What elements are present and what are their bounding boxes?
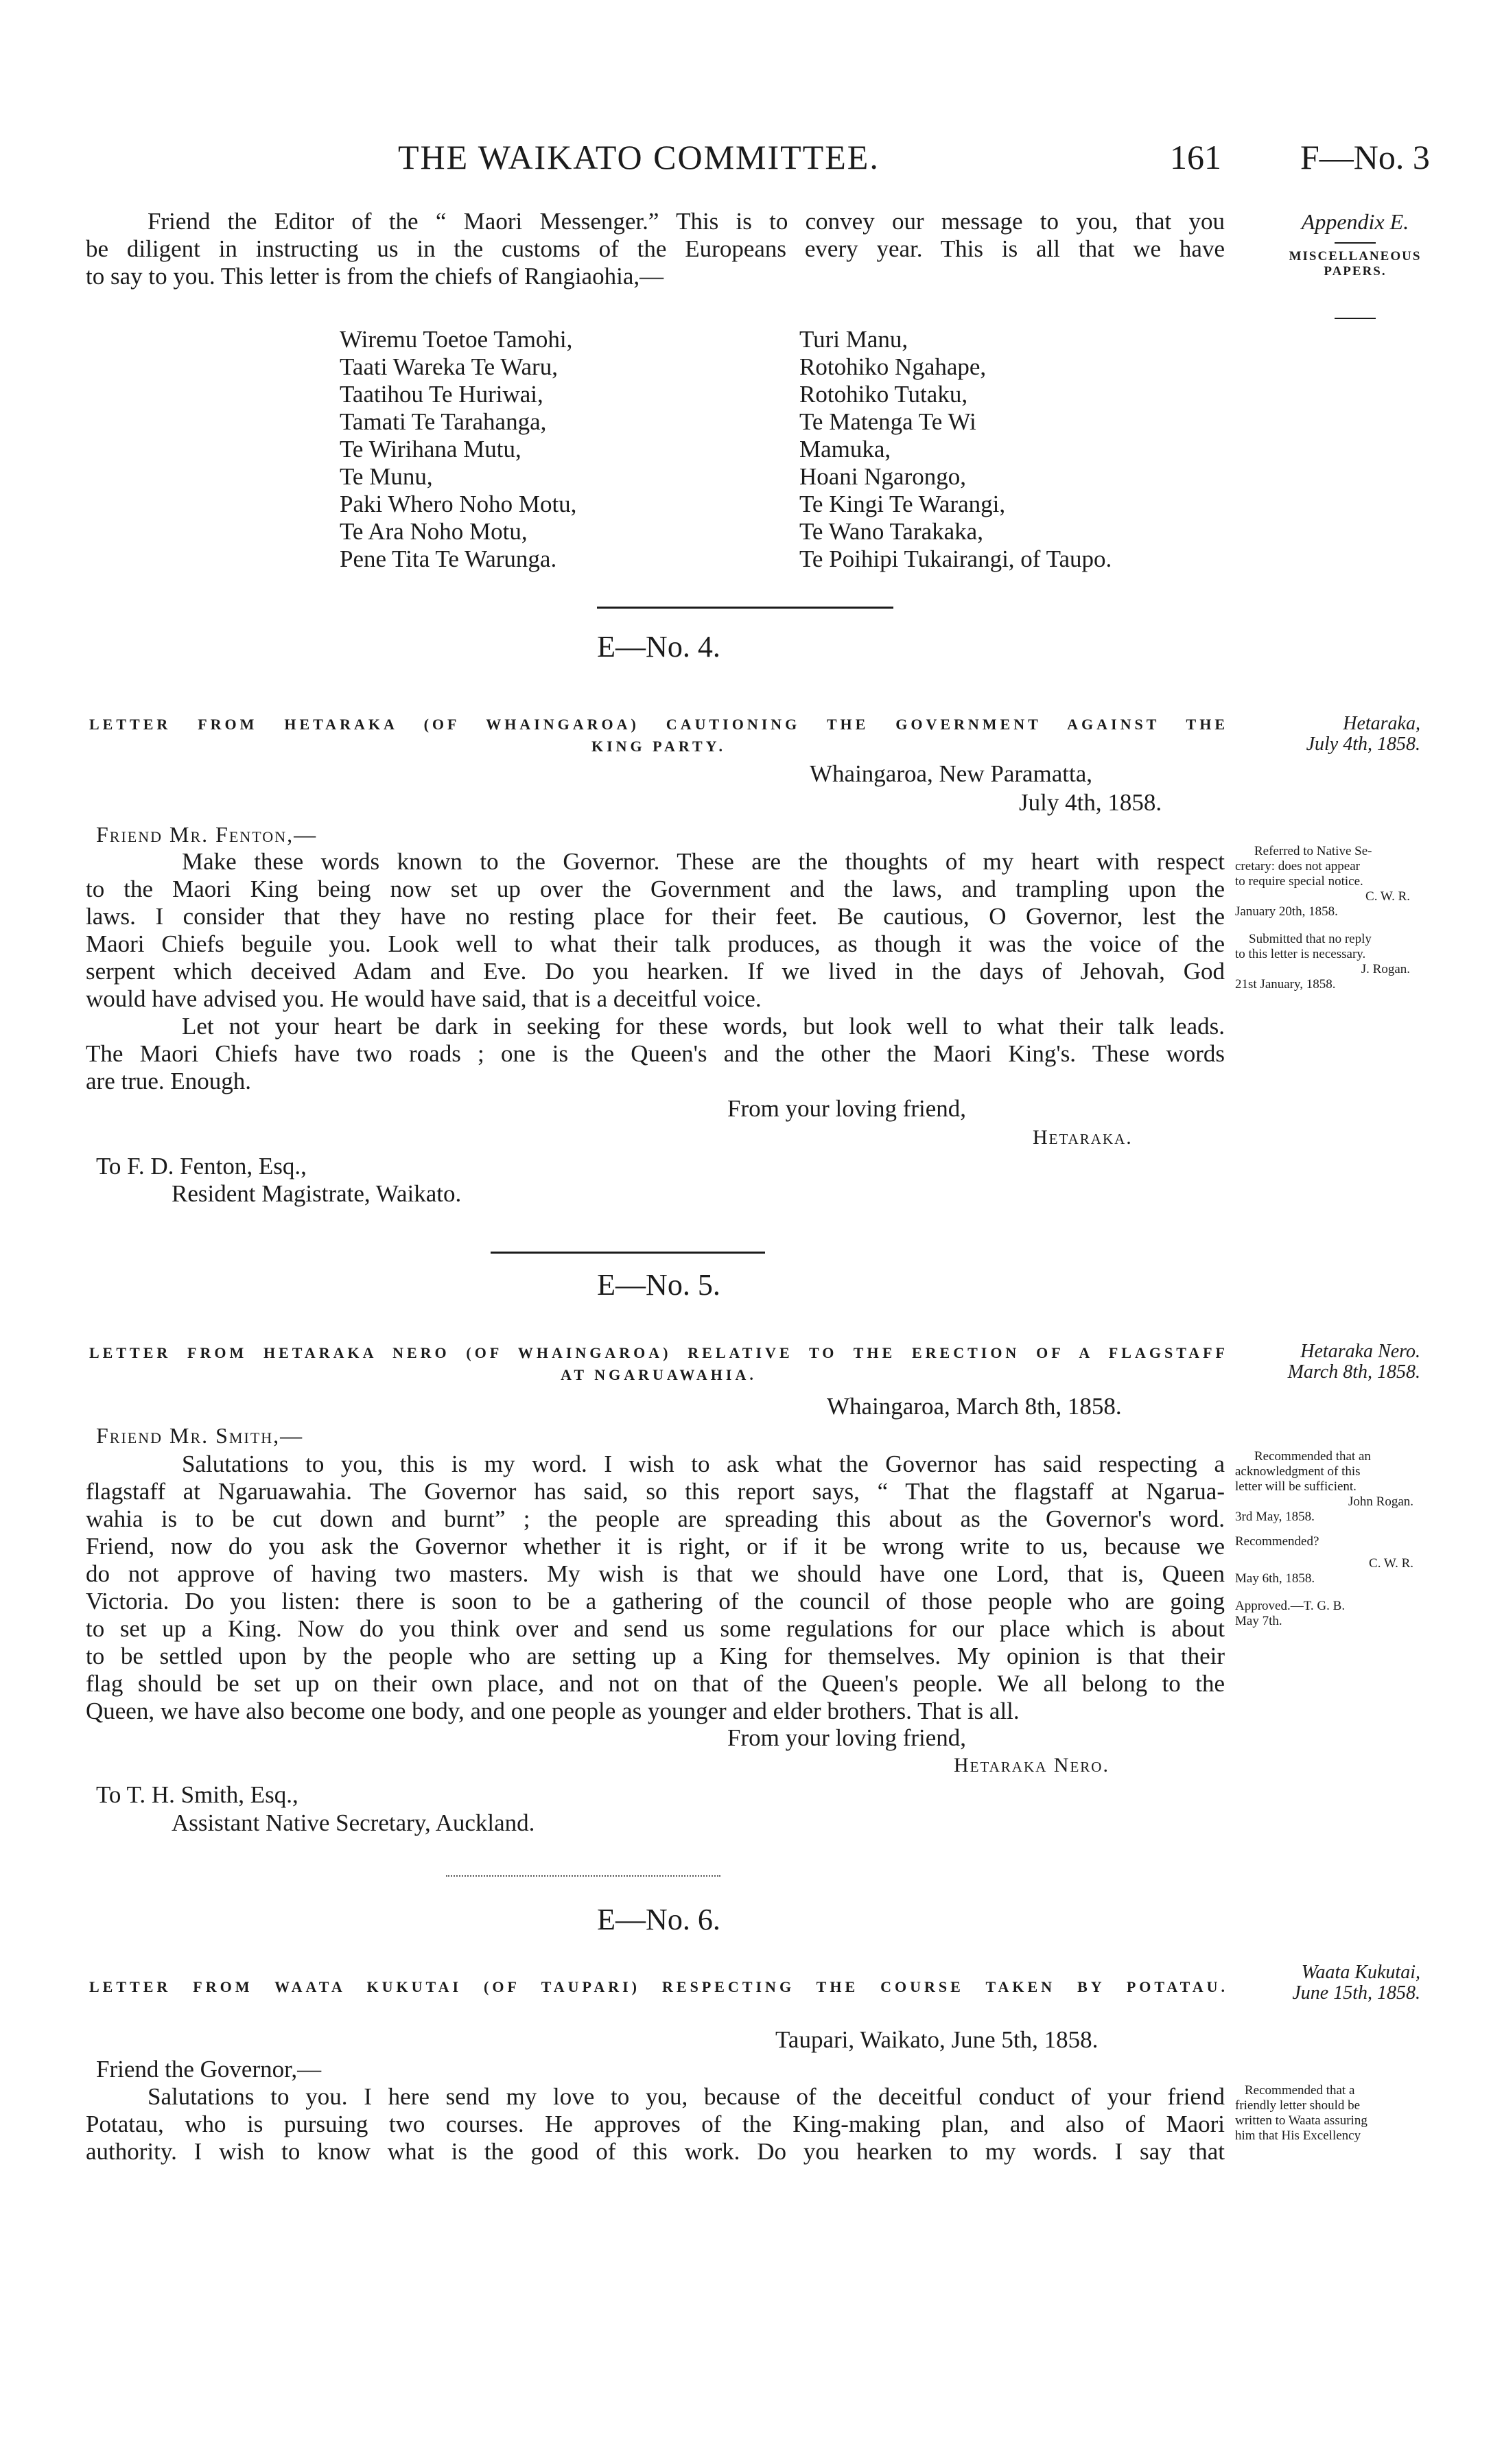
e4-body-line: would have advised you. He would have said, that is a deceitful voice. [86,985,762,1012]
e5-title [89,1342,1228,1386]
e5-note: 3rd May, 1858. [1235,1510,1315,1524]
e5-note: letter will be sufficient. [1235,1479,1357,1494]
e5-body-line: Salutations to you, this is my word. I wish to ask what the Governor has said respecting a [182,1451,1225,1477]
intro-line: to say to you. This letter is from the chiefs of Rangiaohia,— [86,263,664,290]
e5-note: Recommended? [1235,1534,1319,1549]
e5-addressee: To T. H. Smith, Esq., [96,1781,298,1808]
e6-side-ref: Waata Kukutai, [1301,1962,1420,1983]
paper-id: F—No. 3 [1300,138,1430,176]
e6-body-line: Salutations to you. I here send my love to you, because of the deceitful conduct of your friend [148,2083,1225,2110]
running-header [0,137,1491,178]
e4-body-line: are true. Enough. [86,1068,252,1094]
sidebar-appendix [1249,209,1461,279]
sidebar-divider [1335,318,1376,319]
e4-body-line: Maori Chiefs beguile you. Look well to what their talk produces, as though it was the voice of the [86,930,1225,957]
e6-side-ref: June 15th, 1858. [1292,1982,1420,2004]
e5-addressee: Assistant Native Secretary, Auckland. [172,1809,535,1836]
section-heading-e4: E—No. 4. [597,630,720,664]
e6-body-line: Potatau, who is pursuing two courses. He approves of the King-making plan, and also of Maori [86,2111,1225,2137]
e4-title-line: LETTER FROM HETARAKA (OF WHAINGAROA) CAUTIONING THE GOVERNMENT AGAINST THE [89,716,1228,733]
e4-note: to this letter is necessary. [1235,947,1366,961]
section-label: MISCELLANEOUS PAPERS. [1289,249,1422,279]
signatory: Turi Manu, [799,326,908,353]
intro-line: Friend the Editor of the “ Maori Messenger.” This is to convey our message to you, that you [148,208,1225,235]
e4-note: C. W. R. [1365,889,1410,904]
e4-signature: Hetaraka. [1033,1126,1133,1149]
e5-side-ref: Hetaraka Nero. [1300,1341,1420,1362]
e6-place-date: Taupari, Waikato, June 5th, 1858. [775,2026,1099,2053]
appendix-label: Appendix E. [1301,209,1409,234]
signatory: Wiremu Toetoe Tamohi, [340,326,573,353]
e5-body-line: to be settled upon by the people who are setting up a King for themselves. My opinion is that their [86,1643,1225,1669]
e4-title-line: KING PARTY. [591,738,727,755]
section-heading-e6: E—No. 6. [597,1903,720,1936]
section-divider [597,607,893,609]
signatories-left [340,326,765,573]
e4-side-reference [1235,714,1420,755]
e5-note: Recommended that an [1254,1449,1371,1464]
e4-side-ref: Hetaraka, [1343,713,1420,734]
e5-closing: From your loving friend, [727,1724,967,1751]
e4-note: cretary: does not appear [1235,859,1360,873]
e5-note: May 6th, 1858. [1235,1571,1315,1586]
signatory: Tamati Te Tarahanga, [340,408,547,435]
e4-note: Referred to Native Se- [1254,844,1372,858]
e5-salutation: Friend Mr. Smith,— [96,1423,304,1448]
e5-body-line: do not approve of having two masters. My wish is that we should have one Lord, that is, Queen [86,1560,1225,1587]
e4-note: to require special notice. [1235,874,1363,889]
signatory: Te Munu, [340,463,433,490]
e5-body-line: to set up a King. Now do you think over and send us some regulations for our place which is about [86,1615,1225,1642]
e5-body-line: Friend, now do you ask the Governor whether it is right, or if it be wrong write to us, because we [86,1533,1225,1560]
e4-closing: From your loving friend, [727,1095,967,1122]
signatory: Te Wirihana Mutu, [340,436,521,462]
e5-body-line: wahia is to be cut down and burnt” ; the people are spreading this about as the Governor's word. [86,1505,1225,1532]
e4-body [86,848,1225,1095]
e5-side-reference [1221,1341,1420,1383]
e6-salutation: Friend the Governor,— [96,2056,322,2082]
e4-date: July 4th, 1858. [1019,789,1162,816]
e6-side-reference [1235,1962,1420,2004]
signatory: Te Ara Noho Motu, [340,518,528,545]
e4-body-line: Let not your heart be dark in seeking for these words, but look well to what their talk leads. [182,1013,1225,1040]
section-divider-dotted [446,1875,720,1877]
signatory: Taati Wareka Te Waru, [340,353,558,380]
signatory: Mamuka, [799,436,891,462]
e5-signature: Hetaraka Nero. [954,1754,1110,1776]
e6-note: him that His Excellency [1235,2128,1361,2143]
page-number: 161 [1170,138,1221,176]
signatory: Pene Tita Te Warunga. [340,545,557,572]
e4-body-line: The Maori Chiefs have two roads ; one is the Queen's and the other the Maori King's. These words [86,1040,1225,1067]
e4-marginal-notes [1235,844,1441,992]
e4-body-line: Make these words known to the Governor. These are the thoughts of my heart with respect [182,848,1225,875]
e4-addressee: To F. D. Fenton, Esq., [96,1153,307,1180]
e4-place: Whaingaroa, New Paramatta, [810,760,1093,787]
e6-body [86,2083,1225,2166]
signatory: Te Kingi Te Warangi, [799,491,1006,517]
e5-note: acknowledgment of this [1235,1464,1361,1479]
e4-salutation: Friend Mr. Fenton,— [96,822,318,847]
e6-title [89,1976,1228,1998]
intro-line: be diligent in instructing us in the customs of the Europeans every year. This is all that we have [86,235,1225,262]
e5-title-line: LETTER FROM HETARAKA NERO (OF WHAINGAROA) RELATIVE TO THE ERECTION OF A FLAGSTAFF [89,1344,1228,1361]
signatory: Rotohiko Tutaku, [799,381,968,408]
signatory: Te Matenga Te Wi [799,408,976,435]
signatory: Rotohiko Ngahape, [799,353,987,380]
section-divider [491,1252,765,1254]
e6-title-line: LETTER FROM WAATA KUKUTAI (OF TAUPARI) RESPECTING THE COURSE TAKEN BY POTATAU. [89,1978,1228,1995]
e4-side-ref: July 4th, 1858. [1306,734,1420,755]
e5-body-line: Queen, we have also become one body, and one people as younger and elder brothers. That is all. [86,1698,1020,1724]
e5-side-ref: March 8th, 1858. [1287,1361,1420,1383]
section-heading-e5: E—No. 5. [597,1268,720,1302]
e4-body-line: serpent which deceived Adam and Eve. Do you hearken. If we lived in the days of Jehovah, God [86,958,1225,985]
e5-note: May 7th. [1235,1614,1282,1628]
e5-body [86,1451,1225,1725]
sidebar-divider [1335,242,1376,244]
e4-note: Submitted that no reply [1249,932,1372,946]
signatory: Taatihou Te Huriwai, [340,381,543,408]
intro-letter [86,208,1225,290]
e4-body-line: to the Maori King being now set up over the Government and the laws, and trampling upon the [86,876,1225,902]
e4-note: 21st January, 1858. [1235,977,1336,992]
e6-note: Recommended that a [1245,2083,1355,2098]
e5-body-line: flag should be set up on their own place, and not on that of the Queen's people. We all belong to the [86,1670,1225,1697]
e6-body-line: authority. I wish to know what is the good of this work. Do you hearken to my words. I say that [86,2138,1225,2165]
page-title: THE WAIKATO COMMITTEE. [398,138,880,176]
signatory: Hoani Ngarongo, [799,463,967,490]
e5-body-line: flagstaff at Ngaruawahia. The Governor has said, so this report says, “ That the flagstaff at Ngarua- [86,1478,1225,1505]
e5-body-line: Victoria. Do you listen: there is soon to be a gathering of the council of those people who are going [86,1588,1225,1615]
e6-note: friendly letter should be [1235,2098,1361,2113]
e5-title-line: AT NGARUAWAHIA. [561,1366,757,1383]
e5-note: Approved.—T. G. B. [1235,1599,1346,1613]
signatory: Te Poihipi Tukairangi, of Taupo. [799,545,1112,572]
signatories-right [799,326,1225,573]
signatory: Te Wano Tarakaka, [799,518,983,545]
e5-marginal-notes [1235,1449,1441,1629]
e5-place-date: Whaingaroa, March 8th, 1858. [827,1393,1122,1420]
e5-note: C. W. R. [1369,1556,1413,1571]
e4-note: January 20th, 1858. [1235,904,1338,919]
e5-note: John Rogan. [1348,1494,1413,1509]
e4-addressee: Resident Magistrate, Waikato. [172,1180,462,1207]
e4-title [89,714,1228,758]
e4-note: J. Rogan. [1361,962,1410,976]
e4-body-line: laws. I consider that they have no resting place for their feet. Be cautious, O Governor, lest the [86,903,1225,930]
e6-marginal-notes [1235,2083,1441,2144]
signatory: Paki Whero Noho Motu, [340,491,577,517]
e6-note: written to Waata assuring [1235,2113,1367,2128]
